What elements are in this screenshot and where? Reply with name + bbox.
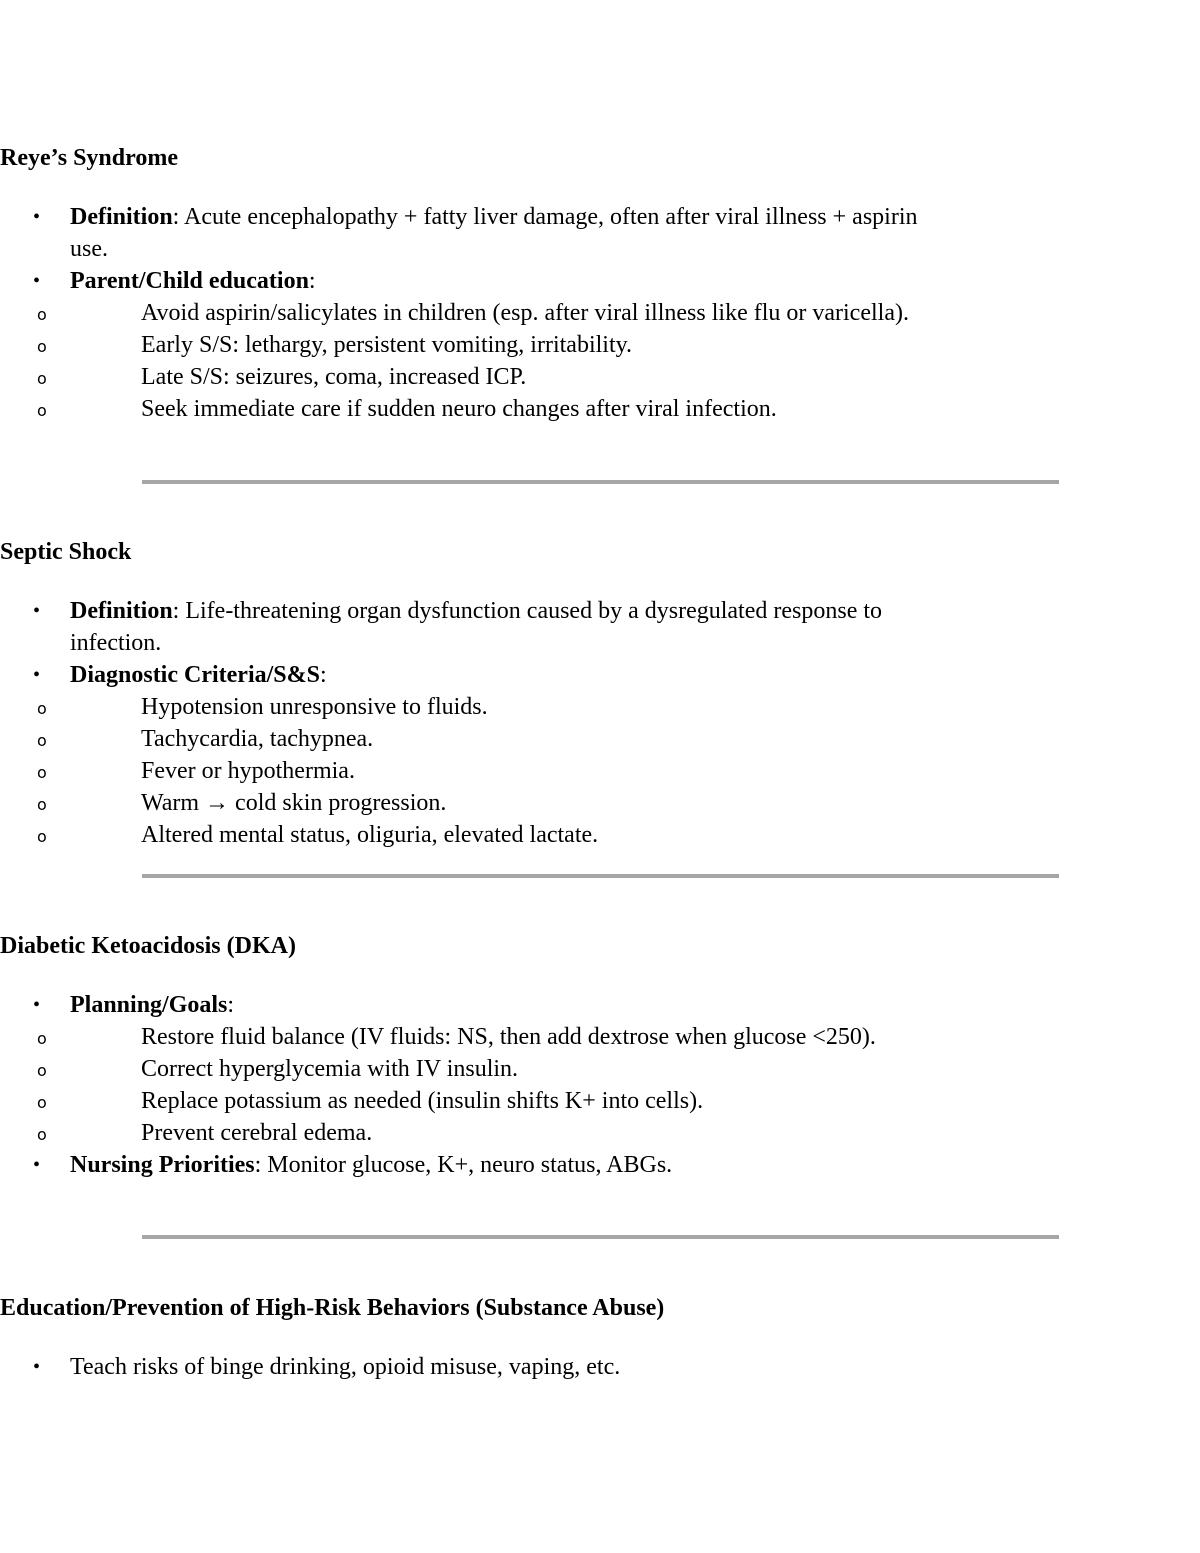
sub-list-item: o Restore fluid balance (IV fluids: NS, then add dextrose when glucose <250). [0,1021,918,1053]
circle-bullet-icon: o [37,337,47,356]
item-text: : Acute encephalopathy + fatty liver damage, often after viral illness + aspirin use. [70,204,918,262]
bullet-icon: • [33,206,41,228]
section-education-prevention [0,1292,918,1383]
circle-bullet-icon: o [37,699,47,718]
sub-list-item: o Warm → cold skin progression. [0,787,918,819]
bullet-icon: • [33,664,41,686]
item-text: : [308,268,316,294]
sub-list [0,1021,918,1149]
list-item [0,989,918,1149]
sub-list-item: o Avoid aspirin/salicylates in children (esp. after viral illness like flu or varicella). [0,297,918,329]
sub-list-item: o Correct hyperglycemia with IV insulin. [0,1053,918,1085]
bullet-list [0,1351,918,1383]
circle-bullet-icon: o [37,305,47,324]
item-label: Definition [70,598,173,624]
sub-list-item: o Hypotension unresponsive to fluids. [0,691,918,723]
circle-bullet-icon: o [37,401,47,420]
horizontal-divider [142,1235,1059,1239]
bullet-icon: • [33,1154,41,1176]
section-title: Reye’s Syndrome [0,145,178,171]
item-label: Planning/Goals [70,992,228,1018]
sub-list-item: o Fever or hypothermia. [0,755,918,787]
sub-list [0,297,918,425]
sub-list-item: o Altered mental status, oliguria, elevated lactate. [0,819,918,851]
circle-bullet-icon: o [37,369,47,388]
circle-bullet-icon: o [37,827,47,846]
list-item [0,595,918,659]
item-text: Teach risks of binge drinking, opioid misuse, vaping, etc. [70,1354,621,1380]
sub-list-item: o Tachycardia, tachypnea. [0,723,918,755]
bullet-icon: • [33,270,41,292]
sub-list-item: o Late S/S: seizures, coma, increased ICP. [0,361,918,393]
item-text: : [227,992,235,1018]
item-label: Definition [70,204,173,230]
horizontal-divider [142,874,1059,878]
bullet-list [0,595,918,851]
bullet-icon: • [33,600,41,622]
list-item [0,659,918,851]
bullet-icon: • [33,994,41,1016]
section-dka [0,930,918,1181]
circle-bullet-icon: o [37,1125,47,1144]
sub-list [0,691,918,851]
sub-list-item: o Early S/S: lethargy, persistent vomiting, irritability. [0,329,918,361]
list-item [0,201,918,265]
circle-bullet-icon: o [37,1093,47,1112]
item-text: : Life-threatening organ dysfunction caused by a dysregulated response to infection. [70,598,883,656]
item-label: Parent/Child education [70,268,309,294]
circle-bullet-icon: o [37,795,47,814]
bullet-icon: • [33,1356,41,1378]
item-text: : Monitor glucose, K+, neuro status, ABGs. [254,1152,673,1178]
list-item [0,265,918,425]
sub-list-item: o Replace potassium as needed (insulin shifts K+ into cells). [0,1085,918,1117]
sub-list-item: o Prevent cerebral edema. [0,1117,918,1149]
item-text: : [319,662,327,688]
item-label: Nursing Priorities [70,1152,255,1178]
circle-bullet-icon: o [37,1029,47,1048]
section-septic-shock [0,536,918,851]
section-title: Diabetic Ketoacidosis (DKA) [0,933,296,959]
section-reyes-syndrome [0,142,918,425]
list-item [0,1351,918,1383]
bullet-list [0,201,918,425]
bullet-list [0,989,918,1181]
circle-bullet-icon: o [37,763,47,782]
section-title: Education/Prevention of High-Risk Behaviors (Substance Abuse) [0,1295,665,1321]
horizontal-divider [142,480,1059,484]
section-title: Septic Shock [0,539,132,565]
sub-list-item: o Seek immediate care if sudden neuro changes after viral infection. [0,393,918,425]
circle-bullet-icon: o [37,1061,47,1080]
list-item [0,1149,918,1181]
circle-bullet-icon: o [37,731,47,750]
item-label: Diagnostic Criteria/S&S [70,662,320,688]
